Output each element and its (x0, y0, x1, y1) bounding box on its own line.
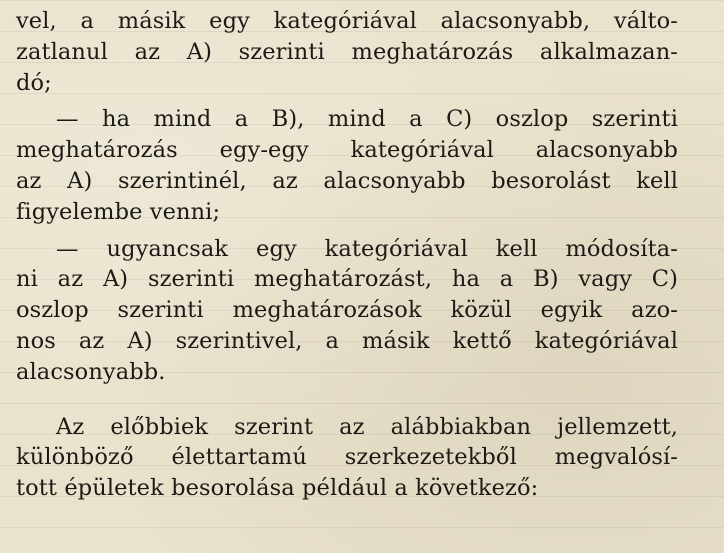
text-line: az A) szerintinél, az alacsonyabb besorolást kell (16, 167, 678, 194)
text-line: dó; (16, 69, 52, 96)
text-line: ni az A) szerinti meghatározást, ha a B) vagy C) (16, 266, 678, 293)
text-line: Az előbbiek szerint az alábbiakban jellemzett, (56, 413, 678, 440)
text-line: különböző élettartamú szerkezetekből megvalósí- (16, 444, 678, 471)
text-line: figyelembe venni; (16, 198, 221, 225)
paragraph-summary (16, 412, 714, 504)
text-line: — ugyancsak egy kategóriával kell módosíta- (56, 235, 678, 262)
text-line: tott épületek besorolása például a következő: (16, 475, 539, 502)
spacer (16, 388, 714, 412)
paragraph-continuation (16, 6, 714, 98)
text-line: alacsonyabb. (16, 358, 166, 385)
text-line: oszlop szerinti meghatározások közül egyik azo- (16, 297, 678, 324)
text-line: zatlanul az A) szerinti meghatározás alkalmazan- (16, 38, 678, 65)
text-line: — ha mind a B), mind a C) oszlop szerinti (56, 106, 678, 133)
text-line: vel, a másik egy kategóriával alacsonyabb, válto- (16, 8, 678, 34)
paragraph-dash-item-2 (16, 234, 714, 388)
text-line: meghatározás egy-egy kategóriával alacsonyabb (16, 137, 678, 164)
paragraph-dash-item-1 (16, 104, 714, 227)
text-line: nos az A) szerintivel, a másik kettő kategóriával (16, 327, 678, 354)
